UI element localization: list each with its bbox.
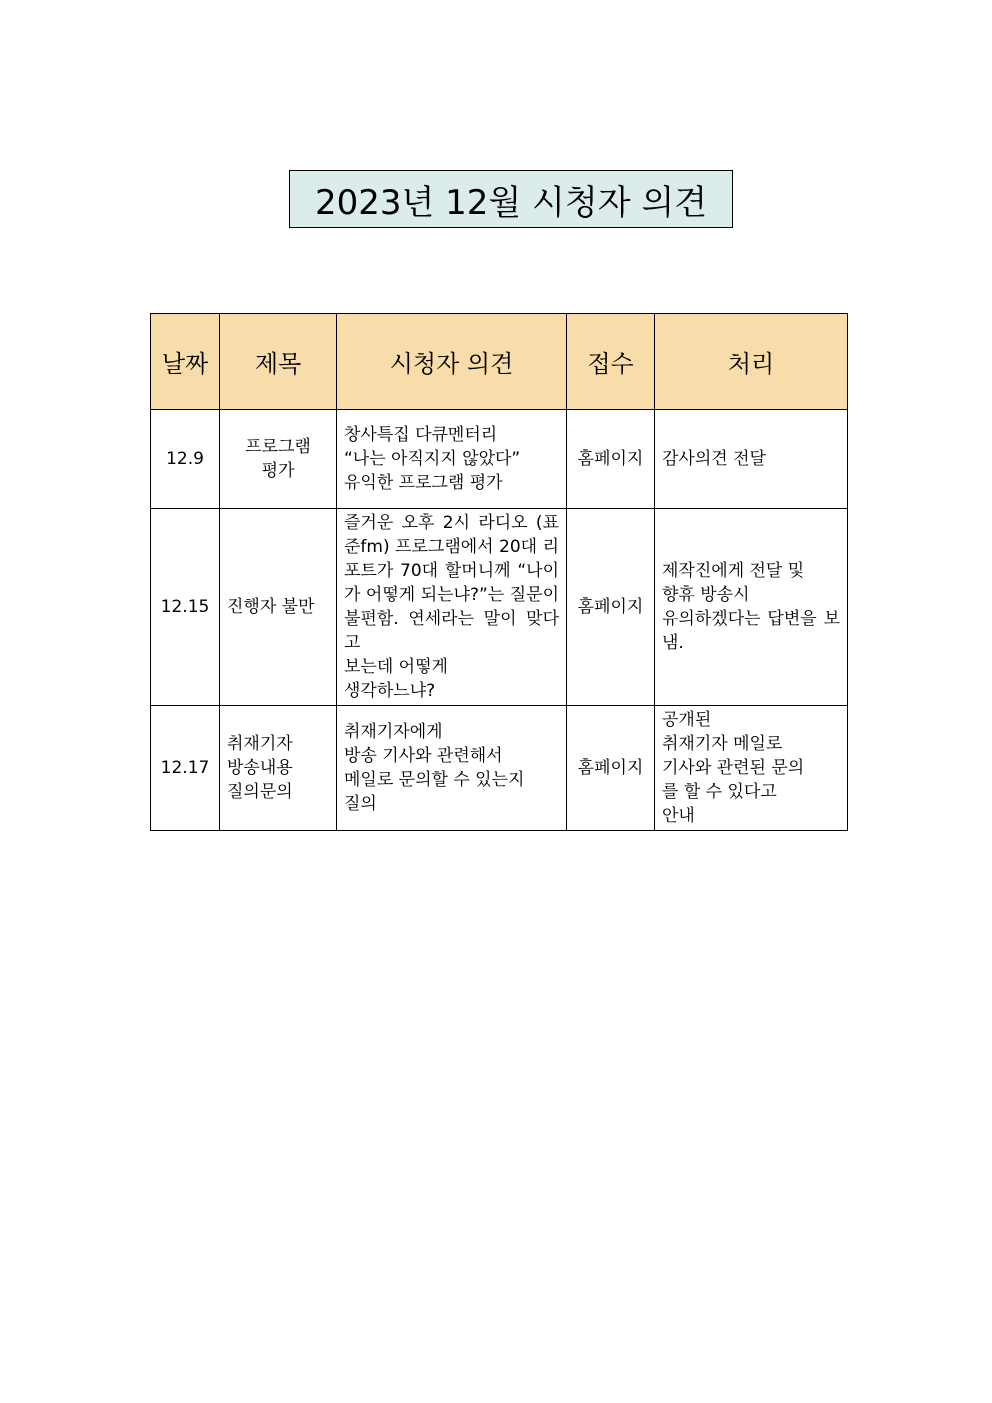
header-channel: 접수 — [567, 314, 655, 410]
cell-action: 감사의견 전달 — [655, 410, 848, 509]
cell-subject: 진행자 불만 — [220, 509, 337, 706]
cell-channel: 홈페이지 — [567, 509, 655, 706]
cell-subject: 취재기자 방송내용 질의문의 — [220, 706, 337, 831]
cell-opinion: 창사특집 다큐멘터리 “나는 아직지지 않았다” 유익한 프로그램 평가 — [337, 410, 567, 509]
table-row — [151, 410, 848, 509]
cell-opinion: 즐거운 오후 2시 라디오 (표준fm) 프로그램에서 20대 리포트가 70대 할머니께 “나이가 어떻게 되는냐?”는 질문이 불편함. 연세라는 말이 맞다고 보는데 어떻게 생각하느냐? — [337, 509, 567, 706]
header-date: 날짜 — [151, 314, 220, 410]
table-header-row — [151, 314, 848, 410]
document-title: 2023년 12월 시청자 의견 — [289, 170, 733, 228]
cell-date: 12.15 — [151, 509, 220, 706]
cell-subject: 프로그램 평가 — [220, 410, 337, 509]
header-subject: 제목 — [220, 314, 337, 410]
cell-channel: 홈페이지 — [567, 410, 655, 509]
header-opinion: 시청자 의견 — [337, 314, 567, 410]
viewer-opinion-table — [150, 313, 848, 831]
cell-opinion: 취재기자에게 방송 기사와 관련해서 메일로 문의할 수 있는지 질의 — [337, 706, 567, 831]
table-row — [151, 706, 848, 831]
header-action: 처리 — [655, 314, 848, 410]
cell-channel: 홈페이지 — [567, 706, 655, 831]
cell-action: 제작진에게 전달 및 향휴 방송시 유의하겠다는 답변을 보냄. — [655, 509, 848, 706]
cell-date: 12.17 — [151, 706, 220, 831]
cell-date: 12.9 — [151, 410, 220, 509]
cell-action: 공개된 취재기자 메일로 기사와 관련된 문의 를 할 수 있다고 안내 — [655, 706, 848, 831]
table-row — [151, 509, 848, 706]
